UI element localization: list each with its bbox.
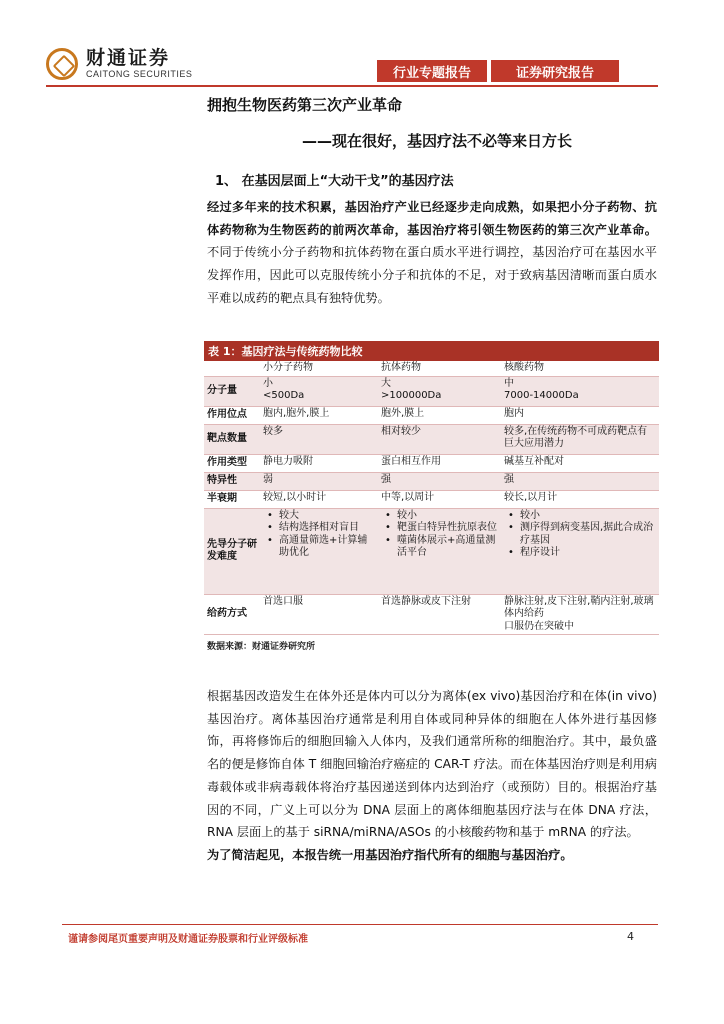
table-row	[204, 377, 659, 407]
body-paragraph	[207, 685, 657, 867]
row-label: 半衰期	[207, 492, 237, 504]
table-cell: 大 >100000Da	[381, 377, 442, 401]
bullet-list	[381, 510, 498, 560]
bullet-item: • 靶蛋白特异性抗原表位	[381, 522, 498, 535]
table-header-row	[204, 361, 659, 377]
table-cell: 胞内,胞外,膜上	[263, 407, 330, 419]
bullet-item: • 较小	[504, 510, 656, 523]
bullet-item: • 较小	[381, 510, 498, 523]
table-cell: 小 <500Da	[263, 377, 305, 401]
table-row	[204, 407, 659, 425]
logo-name-cn: 财通证券	[86, 47, 171, 69]
table-cell: 弱	[263, 473, 273, 485]
intro-paragraph	[207, 196, 657, 310]
section-heading: 1、 在基因层面上“大动干戈”的基因疗法	[215, 174, 454, 189]
table-cell	[378, 509, 501, 594]
row-label: 靶点数量	[207, 432, 247, 444]
page-header	[0, 0, 724, 92]
table-cell: 静脉注射,皮下注射,鞘内注射,玻璃体内给药 口服仍在突破中	[504, 595, 654, 632]
footer-disclaimer: 谨请参阅尾页重要声明及财通证券股票和行业评级标准	[68, 934, 308, 945]
header-divider	[46, 85, 658, 87]
bullet-item: • 测序得到病变基因,据此合成治疗基因	[504, 522, 656, 547]
row-label: 特异性	[207, 474, 237, 486]
row-label: 给药方式	[207, 608, 247, 619]
bullet-item: • 结构选择相对盲目	[263, 522, 375, 535]
table-cell: 强	[504, 473, 514, 485]
table-row	[204, 491, 659, 509]
table-header-cell	[204, 361, 260, 376]
table-cell: 较多	[263, 425, 283, 437]
table-cell	[260, 509, 378, 594]
logo-icon	[46, 48, 78, 80]
table-header-cell: 抗体药物	[378, 361, 501, 376]
table-cell: 中等,以周计	[381, 491, 435, 503]
table-cell: 蛋白相互作用	[381, 455, 441, 467]
bullet-item: • 程序设计	[504, 547, 656, 560]
bullet-item: • 较大	[263, 510, 375, 523]
intro-bold-text: 经过多年来的技术积累，基因治疗产业已经逐步走向成熟，如果把小分子药物、抗体药物称为生物医药的前两次革命，基因治疗将引领生物医药的第三次产业革命。	[207, 200, 657, 237]
table-cell: 碱基互补配对	[504, 455, 564, 467]
table-cell: 较长,以月计	[504, 491, 558, 503]
table-cell: 相对较少	[381, 425, 421, 437]
body-normal-text: 根据基因改造发生在体外还是体内可以分为离体(ex vivo)基因治疗和在体(in vivo)基因治疗。离体基因治疗通常是利用自体或同种异体的细胞在人体外进行基因修饰，再将修饰后的细胞回输入人体内，及我们通常所称的细胞治疗。其中，最负盛名的便是修饰自体 T 细胞回输治疗癌症的 CAR-T 疗法。而在体基因治疗则是利用病毒载体或非病毒载体将治疗基因递送到体内达到治疗（或预防）目的。根据治疗基因的不同，广义上可以分为 DNA 层面上的离体细胞基因疗法与在体 DNA 疗法，RNA 层面上的基于 siRNA/miRNA/ASOs 的小核酸药物和基于 mRNA 的疗法。	[207, 689, 657, 840]
table-title: 表 1：基因疗法与传统药物比较	[204, 341, 659, 361]
table-cell: 较多,在传统药物不可成药靶点有巨大应用潜力	[504, 425, 648, 449]
bullet-item: • 高通量筛选+计算辅助优化	[263, 535, 375, 560]
table-source: 数据来源：财通证券研究所	[207, 642, 316, 652]
table-cell	[501, 509, 659, 594]
table-row	[204, 455, 659, 473]
row-label: 作用类型	[207, 456, 247, 468]
tab-securities-report: 证券研究报告	[491, 60, 619, 82]
report-type-tabs	[377, 60, 623, 82]
bullet-list	[504, 510, 656, 560]
tab-industry-report: 行业专题报告	[377, 60, 487, 82]
page-number: 4	[627, 930, 634, 943]
table-header-cell: 核酸药物	[501, 361, 659, 376]
footer-divider	[62, 924, 658, 925]
table-row	[204, 595, 659, 636]
bullet-list	[263, 510, 375, 560]
document-title: 拥抱生物医药第三次产业革命	[207, 96, 403, 114]
table-cell: 中 7000-14000Da	[504, 377, 579, 401]
comparison-table	[204, 341, 659, 635]
table-row	[204, 473, 659, 491]
table-cell: 首选口服	[263, 595, 303, 607]
row-label: 分子量	[207, 384, 237, 396]
table-cell: 强	[381, 473, 391, 485]
table-body	[204, 377, 659, 636]
table-cell: 静电力吸附	[263, 455, 313, 467]
row-label: 先导分子研发难度	[207, 538, 257, 562]
row-label: 作用位点	[207, 408, 247, 420]
table-row	[204, 425, 659, 455]
table-cell: 首选静脉或皮下注射	[381, 595, 471, 607]
logo-name-en: CAITONG SECURITIES	[86, 69, 193, 79]
bullet-item: • 噬菌体展示+高通量测活平台	[381, 535, 498, 560]
table-cell: 较短,以小时计	[263, 491, 327, 503]
intro-normal-text: 不同于传统小分子药物和抗体药物在蛋白质水平进行调控，基因治疗可在基因水平发挥作用，因此可以克服传统小分子和抗体的不足，对于致病基因清晰而蛋白质水平难以成药的靶点具有独特优势。	[207, 245, 657, 305]
table-cell: 胞内	[504, 407, 524, 419]
table-header-cell: 小分子药物	[260, 361, 378, 376]
company-logo	[46, 47, 192, 80]
table-cell: 胞外,膜上	[381, 407, 425, 419]
document-subtitle: ——现在很好，基因疗法不必等来日方长	[302, 132, 573, 150]
table-row	[204, 509, 659, 595]
body-bold-text: 为了简洁起见，本报告统一用基因治疗指代所有的细胞与基因治疗。	[207, 847, 573, 862]
